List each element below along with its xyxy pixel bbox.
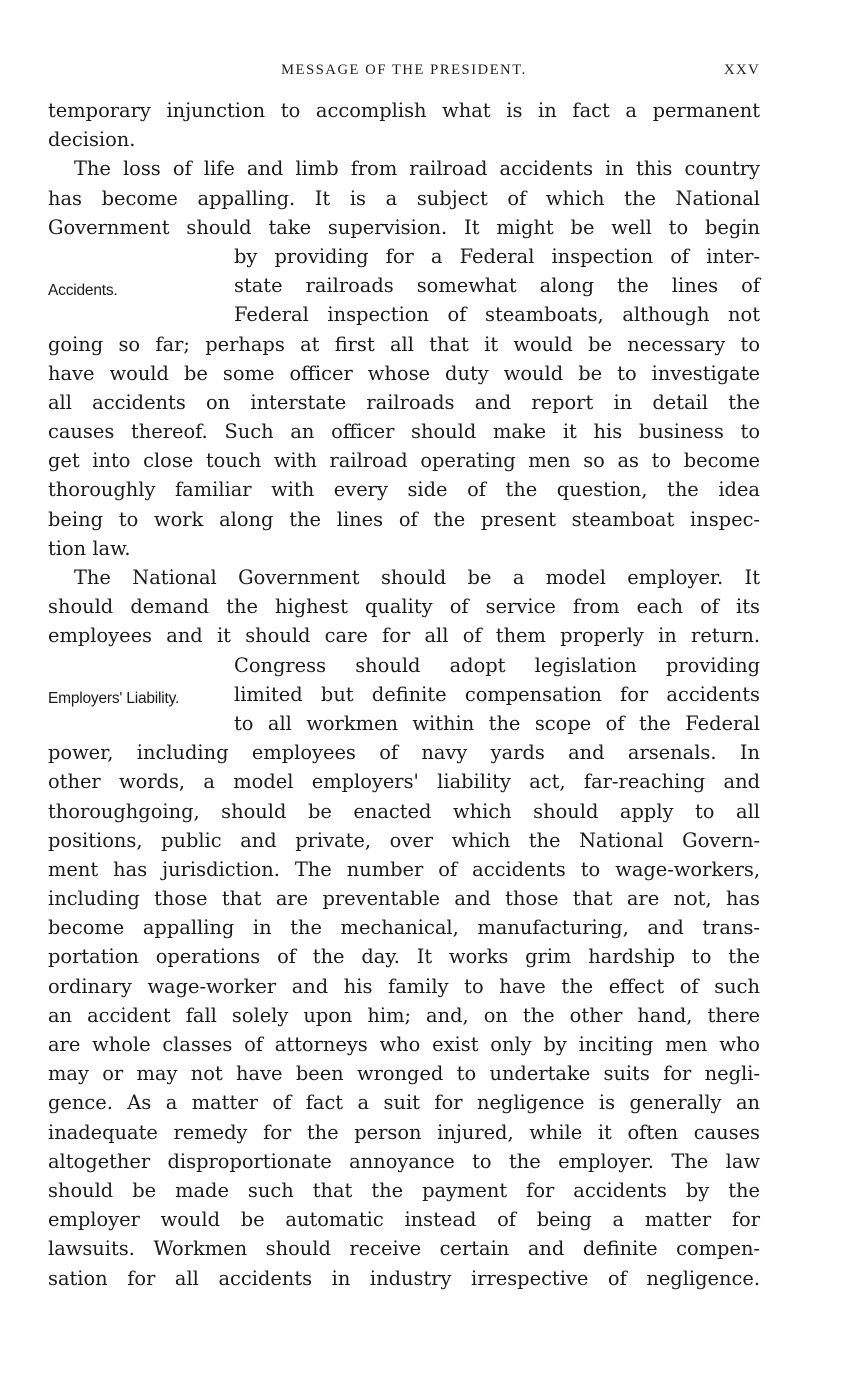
text-line: may or may not have been wronged to undertake suits for negli- (48, 1062, 760, 1086)
text-line: have would be some officer whose duty would be to investigate (48, 361, 760, 385)
text-line: being to work along the lines of the present steamboat inspec- (48, 507, 760, 531)
text-line: Government should take supervision. It might be well to begin (48, 215, 760, 239)
text-line: tion law. (48, 536, 131, 560)
text-line: Federal inspection of steamboats, although not (234, 303, 760, 327)
text-line: temporary injunction to accomplish what is in fact a permanent (48, 99, 760, 122)
text-line: causes thereof. Such an officer should make it his business to (48, 420, 760, 444)
text-line: an accident fall solely upon him; and, on the other hand, there (48, 1003, 760, 1027)
body-text (48, 96, 760, 1293)
text-line: become appalling in the mechanical, manufacturing, and trans- (48, 916, 760, 940)
text-line: going so far; perhaps at first all that it would be necessary to (48, 332, 760, 356)
text-line: inadequate remedy for the person injured, while it often causes (48, 1120, 760, 1144)
text-line: to all workmen within the scope of the Federal (234, 711, 760, 735)
text-line: thoroughly familiar with every side of the question, the idea (48, 478, 760, 502)
text-line: are whole classes of attorneys who exist only by inciting men who (48, 1033, 760, 1056)
text-line: limited but definite compensation for accidents (234, 682, 760, 706)
text-line: The National Government should be a model employer. It (74, 566, 760, 589)
page-number: XXV (723, 62, 760, 78)
text-line: get into close touch with railroad operating men so as to become (48, 449, 760, 473)
text-line: employer would be automatic instead of being a matter for (48, 1208, 760, 1232)
text-line: decision. (48, 128, 136, 152)
text-line: ment has jurisdiction. The number of accidents to wage-workers, (48, 857, 760, 881)
text-line: employees and it should care for all of them properly in return. (48, 624, 760, 648)
text-line: state railroads somewhat along the lines of (234, 274, 760, 298)
running-title: MESSAGE OF THE PRESIDENT. (281, 62, 527, 78)
text-line: power, including employees of navy yards and arsenals. In (48, 741, 760, 765)
text-line: positions, public and private, over which the National Govern- (48, 828, 760, 852)
text-line: by providing for a Federal inspection of inter- (234, 244, 760, 268)
running-head (48, 62, 760, 84)
text-line: The loss of life and limb from railroad accidents in this country (74, 157, 760, 181)
text-line: has become appalling. It is a subject of which the National (48, 186, 760, 210)
text-line: sation for all accidents in industry irrespective of negligence. (48, 1266, 760, 1290)
text-line: should be made such that the payment for accidents by the (48, 1178, 760, 1202)
text-line: gence. As a matter of fact a suit for negligence is generally an (48, 1091, 760, 1115)
margin-note-accidents: Accidents. (48, 282, 118, 299)
text-line: lawsuits. Workmen should receive certain and definite compen- (48, 1237, 760, 1261)
text-line: other words, a model employers' liability act, far-reaching and (48, 770, 760, 794)
text-line: Congress should adopt legislation providing (234, 653, 760, 677)
text-line: thoroughgoing, should be enacted which should apply to all (48, 799, 760, 823)
text-line: ordinary wage-worker and his family to have the effect of such (48, 974, 760, 998)
text-line: all accidents on interstate railroads and report in detail the (48, 390, 760, 414)
text-line: portation operations of the day. It works grim hardship to the (48, 945, 760, 969)
text-line: including those that are preventable and those that are not, has (48, 887, 760, 911)
margin-note-employers-liability: Employers' Liability. (48, 690, 180, 707)
text-line: should demand the highest quality of service from each of its (48, 595, 760, 619)
text-line: altogether disproportionate annoyance to the employer. The law (48, 1149, 760, 1173)
